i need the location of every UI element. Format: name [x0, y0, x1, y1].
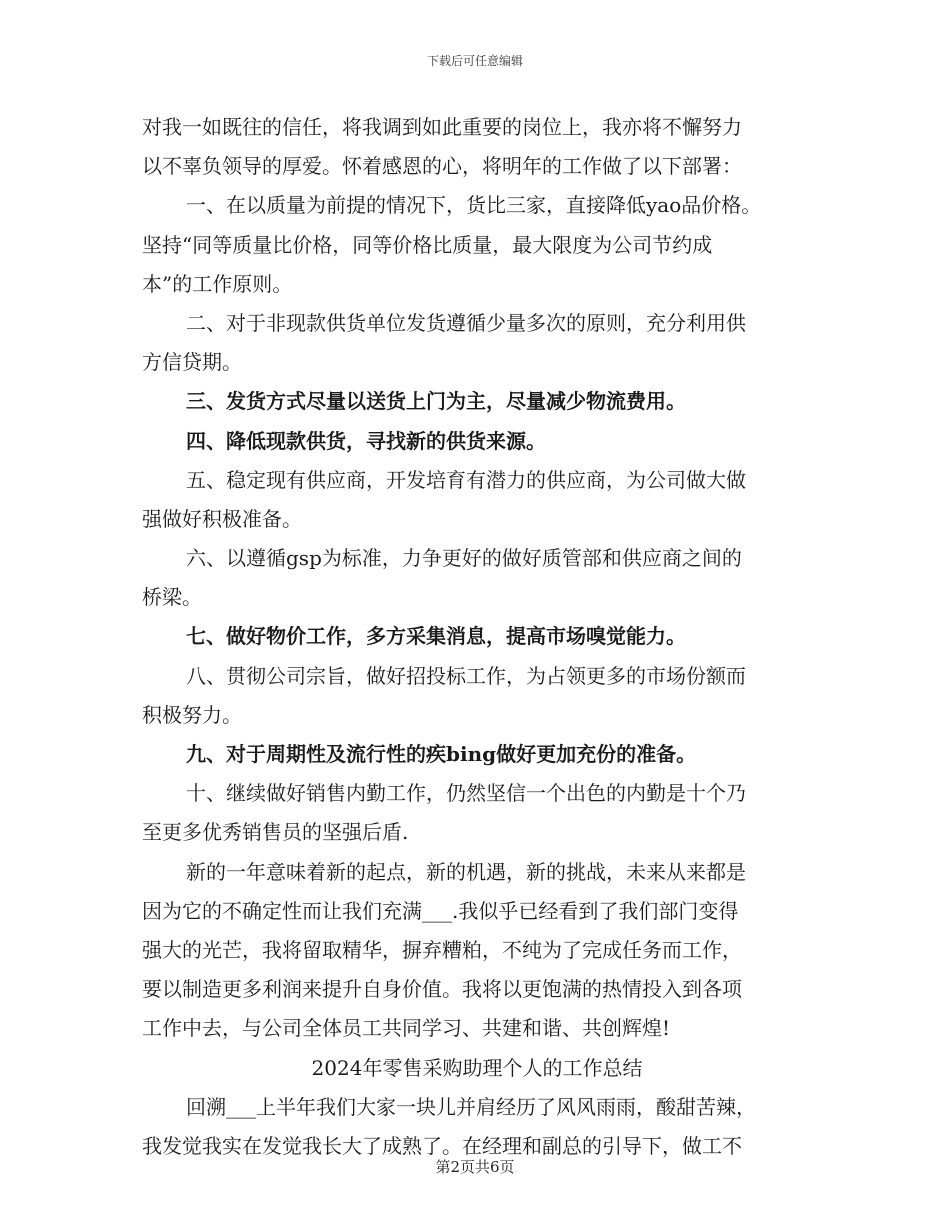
text-line: 强做好积极准备。 [142, 506, 302, 531]
text-line: 八、贯彻公司宗旨，做好招投标工作，为占领更多的市场份额而 [186, 663, 746, 688]
text-line: 六、以遵循gsp为标准，力争更好的做好质管部和供应商之间的 [186, 546, 742, 571]
text-line: 方信贷期。 [142, 350, 242, 375]
text-line: 七、做好物价工作，多方采集消息，提高市场嗅觉能力。 [186, 624, 686, 649]
text-line: 强大的光芒，我将留取精华，摒弃糟粕，不纯为了完成任务而工作， [142, 937, 742, 962]
text-line: 以不辜负领导的厚爱。怀着感恩的心，将明年的工作做了以下部署： [142, 154, 742, 179]
page-header: 下载后可任意编辑 [426, 54, 523, 68]
text-line: 四、降低现款供货，寻找新的供货来源。 [186, 428, 546, 453]
text-line: 桥梁。 [142, 585, 202, 610]
text-line: 积极努力。 [142, 702, 242, 727]
text-line: 因为它的不确定性而让我们充满___.我似乎已经看到了我们部门变得 [142, 898, 739, 923]
text-line: 对我一如既往的信任，将我调到如此重要的岗位上，我亦将不懈努力 [142, 115, 742, 139]
text-line: 十、继续做好销售内勤工作，仍然坚信一个出色的内勤是十个乃 [186, 781, 746, 806]
text-line: 三、发货方式尽量以送货上门为主，尽量减少物流费用。 [186, 389, 686, 414]
page-footer: 第2页共6页 [435, 1158, 515, 1176]
text-line: 一、在以质量为前提的情况下，货比三家，直接降低yao品价格。 [186, 193, 762, 218]
text-line: 工作中去，与公司全体员工共同学习、共建和谐、共创辉煌! [142, 1016, 671, 1041]
text-line: 九、对于周期性及流行性的疾bing做好更加充份的准备。 [186, 742, 697, 766]
text-line: 要以制造更多利润来提升自身价值。我将以更饱满的热情投入到各项 [142, 977, 742, 1002]
text-line: 至更多优秀销售员的坚强后盾. [142, 820, 409, 845]
text-line: 坚持“同等质量比价格，同等价格比质量，最大限度为公司节约成 [142, 232, 713, 257]
text-line: 本”的工作原则。 [142, 271, 293, 296]
section-title: 2024年零售采购助理个人的工作总结 [311, 1055, 643, 1080]
text-line: 二、对于非现款供货单位发货遵循少量多次的原则，充分利用供 [186, 310, 746, 335]
text-line: 回溯___上半年我们大家一块儿并肩经历了风风雨雨，酸甜苦辣， [186, 1094, 756, 1119]
document-body [142, 108, 812, 1166]
text-line: 我发觉我实在发觉我长大了成熟了。在经理和副总的引导下，做工不 [142, 1133, 742, 1158]
text-line: 五、稳定现有供应商，开发培育有潜力的供应商，为公司做大做 [186, 467, 746, 492]
text-line: 新的一年意味着新的起点，新的机遇，新的挑战，未来从来都是 [186, 859, 746, 884]
